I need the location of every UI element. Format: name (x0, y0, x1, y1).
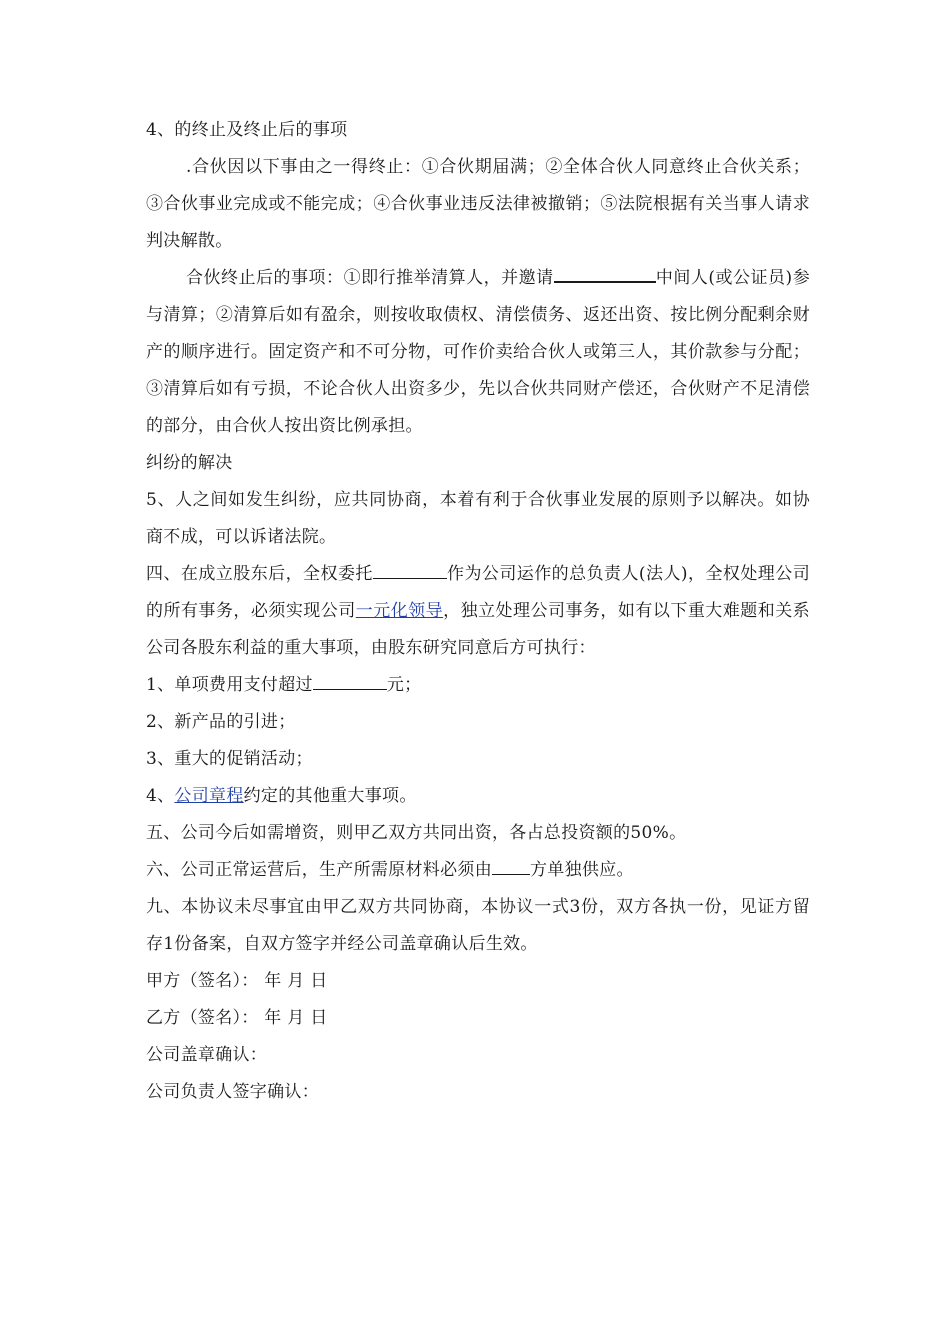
blank-responsible-person[interactable] (373, 558, 447, 579)
paragraph-dispute-resolution: 5、人之间如发生纠纷，应共同协商，本着有利于合伙事业发展的原则予以解决。如协商不成，可以诉诸法院。 (146, 490, 810, 547)
paragraph-after-termination (146, 260, 810, 445)
text-span: ，独立处理公司事务，如有以下重大难题和关系公司各股东利益的重大事项，由股东研究同意后方可执行： (146, 601, 810, 658)
list-item-expense (146, 667, 810, 704)
blank-intermediary[interactable] (554, 261, 656, 283)
text-span: 四、在成立股东后，全权委托 (146, 564, 373, 584)
text-span: 元； (386, 675, 422, 695)
paragraph-capital-increase: 五、公司今后如需增资，则甲乙双方共同出资，各占总投资额的50%。 (146, 823, 687, 843)
text-span: 4、 (146, 786, 175, 806)
section-heading-disputes: 纠纷的解决 (146, 453, 233, 473)
paragraph-authorization (146, 556, 810, 667)
text-span: 1、单项费用支付超过 (146, 675, 313, 695)
company-head-signature: 公司负责人签字确认： (146, 1082, 319, 1102)
link-unified-leadership[interactable]: 一元化领导 (355, 601, 444, 621)
text-span: 合伙终止后的事项：①即行推举清算人，并邀请 (186, 268, 554, 288)
blank-amount[interactable] (313, 669, 387, 690)
company-seal-confirmation: 公司盖章确认： (146, 1045, 268, 1065)
signature-party-b: 乙方（签名）： 年 月 日 (146, 1008, 328, 1028)
text-span: 方单独供应。 (530, 860, 634, 880)
paragraph-termination-causes: .合伙因以下事由之一得终止：①合伙期届满；②全体合伙人同意终止合伙关系；③合伙事业完成或不能完成；④合伙事业违反法律被撤销；⑤法院根据有关当事人请求判决解散。 (146, 157, 810, 251)
text-span: 约定的其他重大事项。 (243, 786, 417, 806)
list-item-other-matters (146, 778, 810, 815)
text-span: 六、公司正常运营后，生产所需原材料必须由 (146, 860, 492, 880)
paragraph-agreement-effect: 九、本协议未尽事宜由甲乙双方共同协商，本协议一式3份，双方各执一份，见证方留存1份备案，自双方签字并经公司盖章确认后生效。 (146, 897, 810, 954)
list-item-promotions: 3、重大的促销活动； (146, 749, 313, 769)
signature-party-a: 甲方（签名）： 年 月 日 (146, 971, 328, 991)
text-span: 中间人(或公证员)参与清算；②清算后如有盈余，则按收取债权、清偿债务、返还出资、按比例分配剩余财产的顺序进行。固定资产和不可分物，可作价卖给合伙人或第三人，其价款参与分配；③清算后如有亏损，不论合伙人出资多少，先以合伙共同财产偿还，合伙财产不足清偿的部分，由合伙人按出资比例承担。 (146, 268, 810, 436)
text-span: 作为公司运作的总负责人(法人)，全权处理公司的所有事务，必须实现公司 (146, 564, 810, 621)
blank-supplier[interactable] (492, 854, 530, 875)
paragraph-supply (146, 852, 810, 889)
link-company-charter[interactable]: 公司章程 (174, 786, 244, 806)
section-heading-termination: 4、的终止及终止后的事项 (146, 120, 348, 140)
list-item-new-products: 2、新产品的引进； (146, 712, 296, 732)
document-body (146, 112, 810, 1111)
